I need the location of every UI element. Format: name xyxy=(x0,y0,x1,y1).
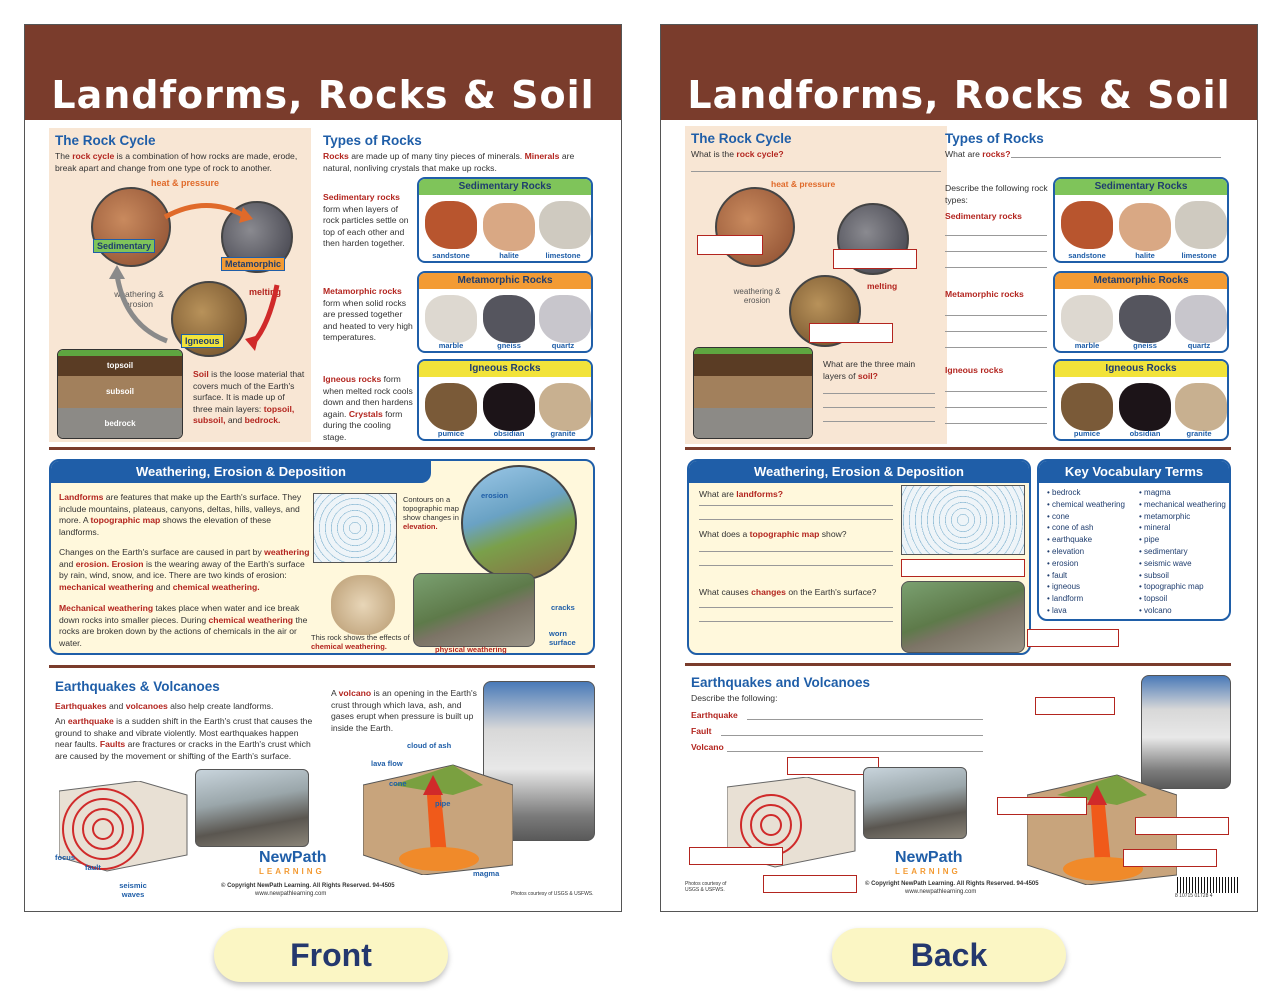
answer-line[interactable] xyxy=(691,171,941,172)
marble-label: marble xyxy=(438,341,464,350)
vocab-list-2: • magma • mechanical weathering • metamorphic • mineral • pipe • sedimentary • seismic wave • subsoil • topographic map • topsoil • volcano xyxy=(1139,488,1226,615)
answer-line[interactable] xyxy=(721,735,983,736)
types-heading-back: Types of Rocks xyxy=(945,131,1044,146)
answer-line[interactable] xyxy=(699,505,893,506)
rock-cycle-heading: The Rock Cycle xyxy=(55,133,156,148)
chemical-weathering-rock xyxy=(331,575,395,635)
barcode-number: 8 10715 01728 4 xyxy=(1175,893,1213,899)
answer-line[interactable] xyxy=(945,347,1047,348)
pumice-label: pumice xyxy=(437,429,465,438)
halite-image xyxy=(483,203,535,251)
metamorphic-box-title-back: Metamorphic Rocks xyxy=(1055,273,1227,289)
answer-line[interactable] xyxy=(699,519,893,520)
subsoil-label: subsoil xyxy=(58,376,182,408)
topographic-blank[interactable] xyxy=(901,559,1025,577)
granite-label-back: granite xyxy=(1186,429,1212,438)
quartz-label-back: quartz xyxy=(1187,341,1211,350)
section-divider xyxy=(49,447,595,450)
vocab-title: Key Vocabulary Terms xyxy=(1039,461,1229,483)
section-divider-back-2 xyxy=(685,663,1231,666)
fault-label: fault xyxy=(85,863,101,872)
chemical-weathering-caption: This rock shows the effects of chemical weathering. xyxy=(311,633,410,651)
answer-line[interactable] xyxy=(945,423,1047,424)
topsoil-label: topsoil xyxy=(58,356,182,376)
contours-caption: Contours on a topographic map show changes in elevation. xyxy=(403,495,459,531)
quakes-heading: Earthquakes & Volcanoes xyxy=(55,679,220,694)
answer-line[interactable] xyxy=(945,235,1047,236)
cracks-label: cracks xyxy=(551,603,575,612)
quartz-label: quartz xyxy=(551,341,575,350)
pumice-image xyxy=(425,383,477,431)
volcano-paragraph: A volcano is an opening in the Earth's crust through which lava, ash, and gases erupt when pressure is built up inside the Earth. xyxy=(331,688,477,733)
sandstone-image-back xyxy=(1061,201,1113,249)
heat-pressure-label: heat & pressure xyxy=(151,178,220,188)
answer-line[interactable] xyxy=(823,393,935,394)
vocab-list-1: • bedrock • chemical weathering • cone • cone of ash • earthquake • elevation • erosion • fault • igneous • landform • lava xyxy=(1047,488,1125,615)
landforms-question: What are landforms? xyxy=(699,489,784,499)
earthquake-term: Earthquake xyxy=(691,710,738,720)
melting-label: melting xyxy=(249,287,282,297)
blank-label[interactable] xyxy=(1035,697,1115,715)
weathering-paragraph-3: Mechanical weathering takes place when water and ice break down rocks into smaller pieces. During chemical weathering the rocks are broken down by the actions of chemicals in the air or water. xyxy=(59,603,308,648)
answer-line[interactable] xyxy=(699,607,893,608)
physical-weathering-label: physical weathering xyxy=(435,645,507,654)
obsidian-image-back xyxy=(1119,383,1171,431)
quakes-paragraph-2: An earthquake is a sudden shift in the Earth's crust that causes the ground to shake and vibrate violently. Most earthquakes happen near faults. Faults are fractures or cracks in the Earth's crust which are caused by the movement or shifting of the Earth's surface. xyxy=(55,716,313,761)
weathering-erosion-label: weathering & erosion xyxy=(114,289,164,309)
answer-line[interactable] xyxy=(945,315,1047,316)
answer-line[interactable] xyxy=(699,565,893,566)
copyright-text: © Copyright NewPath Learning. All Rights Reserved. 94-4505 xyxy=(221,883,395,889)
sedimentary-rocks-box xyxy=(417,177,593,263)
marble-image-back xyxy=(1061,295,1113,343)
focus-label: focus xyxy=(55,853,76,862)
marble-label-back: marble xyxy=(1074,341,1100,350)
front-poster xyxy=(24,24,622,912)
photo-credit-back: Photos courtesy of USGS & USFWS. xyxy=(685,881,727,893)
weathering-title-back: Weathering, Erosion & Deposition xyxy=(689,461,1029,483)
newpath-logo: NewPath LEARNING xyxy=(259,849,327,876)
rock-cycle-intro: The rock cycle is a combination of how rocks are made, erode, break apart and change from one type of rock to another. xyxy=(55,151,298,173)
types-intro: Rocks are made up of many tiny pieces of minerals. Minerals are natural, nonliving crystals that make up rocks. xyxy=(323,151,575,173)
metamorphic-blank[interactable] xyxy=(833,249,917,269)
poster-title-back: Landforms, Rocks & Soil xyxy=(687,73,1231,117)
gneiss-label: gneiss xyxy=(497,341,521,350)
pumice-label-back: pumice xyxy=(1073,429,1101,438)
blank-label[interactable] xyxy=(997,797,1087,815)
answer-line[interactable] xyxy=(945,331,1047,332)
physical-weathering-photo-back xyxy=(901,581,1025,653)
copyright-text-back: © Copyright NewPath Learning. All Rights Reserved. 94-4505 xyxy=(865,881,1039,887)
weathering-blank[interactable] xyxy=(1027,629,1119,647)
erosion-photo xyxy=(461,465,577,581)
weathering-paragraph-1: Landforms are features that make up the Earth's surface. They include mountains, plateaus, canyons, deltas, hills, valleys, and more. A topographic map shows the elevation of these landforms. xyxy=(59,492,302,537)
melting-label-back: melting xyxy=(867,281,898,291)
igneous-rocks-box xyxy=(417,359,593,441)
changes-question: What causes changes on the Earth's surface? xyxy=(699,587,877,597)
granite-label: granite xyxy=(550,429,576,438)
photo-credit: Photos courtesy of USGS & USFWS. xyxy=(511,891,594,897)
limestone-image xyxy=(539,201,591,249)
fault-diagram xyxy=(59,781,189,873)
topographic-question: What does a topographic map show? xyxy=(699,529,847,539)
answer-line[interactable] xyxy=(945,407,1047,408)
volcano-diagram xyxy=(363,755,513,875)
quakes-heading-back: Earthquakes and Volcanoes xyxy=(691,675,871,690)
topographic-map-image-back xyxy=(901,485,1025,555)
igneous-term-back: Igneous rocks xyxy=(945,365,1004,375)
halite-label: halite xyxy=(499,251,519,260)
gneiss-image xyxy=(483,295,535,343)
granite-image xyxy=(539,383,591,431)
metamorphic-rocks-box-back xyxy=(1053,271,1229,353)
rock-cycle-question: What is the rock cycle? xyxy=(691,149,784,159)
physical-weathering-photo xyxy=(413,573,535,647)
cone-label: cone xyxy=(389,779,407,788)
sandstone-label: sandstone xyxy=(432,251,470,260)
blank-label[interactable] xyxy=(1123,849,1217,867)
halite-label-back: halite xyxy=(1135,251,1155,260)
sedimentary-label: Sedimentary xyxy=(93,239,155,253)
granite-image-back xyxy=(1175,383,1227,431)
website-text-back: www.newpathlearning.com xyxy=(905,889,977,895)
heat-pressure-label-back: heat & pressure xyxy=(771,179,836,189)
weathering-erosion-label-back: weathering & erosion xyxy=(733,287,781,305)
answer-line[interactable] xyxy=(747,719,983,720)
pipe-label: pipe xyxy=(435,799,451,808)
limestone-label: limestone xyxy=(545,251,581,260)
sedimentary-rocks-box-back xyxy=(1053,177,1229,263)
gneiss-label-back: gneiss xyxy=(1133,341,1157,350)
barcode xyxy=(1177,877,1239,893)
title-banner xyxy=(25,25,621,120)
answer-line[interactable] xyxy=(945,251,1047,252)
obsidian-label: obsidian xyxy=(493,429,525,438)
metamorphic-rocks-box xyxy=(417,271,593,353)
answer-line[interactable] xyxy=(945,267,1047,268)
weathering-paragraph-2: Changes on the Earth's surface are caused in part by weathering and erosion. Erosion is the wearing away of the Earth's surface by rain, wind, snow, and ice. There are two kinds of erosion: mechanical weathering and chemical weathering. xyxy=(59,547,310,592)
blank-label[interactable] xyxy=(763,875,857,893)
back-poster xyxy=(660,24,1258,912)
cloud-ash-label: cloud of ash xyxy=(407,741,452,750)
igneous-blank[interactable] xyxy=(809,323,893,343)
sedimentary-description: Sedimentary rocks form when layers of rock particles settle on top of each other and then harden together. xyxy=(323,192,409,248)
sandstone-label-back: sandstone xyxy=(1068,251,1106,260)
igneous-box-title: Igneous Rocks xyxy=(419,361,591,377)
answer-line[interactable] xyxy=(699,621,893,622)
igneous-rocks-box-back xyxy=(1053,359,1229,441)
types-heading: Types of Rocks xyxy=(323,133,422,148)
igneous-label: Igneous xyxy=(181,334,224,348)
sedimentary-box-title-back: Sedimentary Rocks xyxy=(1055,179,1227,195)
answer-line[interactable] xyxy=(727,751,983,752)
types-question: What are rocks? xyxy=(945,149,1011,159)
answer-line[interactable] xyxy=(823,421,935,422)
earthquake-road-photo-back xyxy=(863,767,967,839)
answer-line[interactable] xyxy=(945,391,1047,392)
limestone-image-back xyxy=(1175,201,1227,249)
quakes-describe: Describe the following: xyxy=(691,693,778,703)
tab-front[interactable]: Front xyxy=(214,928,448,982)
volcano-term: Volcano xyxy=(691,742,724,752)
worn-surface-label: worn surface xyxy=(549,629,576,647)
answer-line[interactable] xyxy=(1011,157,1221,158)
metamorphic-term-back: Metamorphic rocks xyxy=(945,289,1024,299)
soil-question: What are the three main layers of soil? xyxy=(823,359,916,381)
website-text: www.newpathlearning.com xyxy=(255,891,327,897)
quartz-image xyxy=(539,295,591,343)
poster-title: Landforms, Rocks & Soil xyxy=(51,73,595,117)
sedimentary-rock-image-back xyxy=(715,187,795,267)
obsidian-image xyxy=(483,383,535,431)
blank-label[interactable] xyxy=(1135,817,1229,835)
newpath-logo-back: NewPath LEARNING xyxy=(895,849,963,876)
soil-text: Soil is the loose material that covers much of the Earth's surface. It is made up of three main layers: topsoil, subsoil, and bedrock. xyxy=(193,369,305,425)
limestone-label-back: limestone xyxy=(1181,251,1217,260)
sedimentary-blank[interactable] xyxy=(697,235,763,255)
metamorphic-description: Metamorphic rocks form when solid rocks are pressed together and heated to very high temperatures. xyxy=(323,286,413,342)
topographic-map-image xyxy=(313,493,397,563)
rock-cycle-heading-back: The Rock Cycle xyxy=(691,131,792,146)
obsidian-label-back: obsidian xyxy=(1129,429,1161,438)
answer-line[interactable] xyxy=(699,551,893,552)
erosion-photo-label: erosion xyxy=(481,491,509,500)
igneous-description: Igneous rocks form when melted rock cools down and then hardens again. Crystals form during the cooling stage. xyxy=(323,374,413,442)
blank-label[interactable] xyxy=(689,847,783,865)
weathering-title: Weathering, Erosion & Deposition xyxy=(51,461,431,483)
igneous-box-title-back: Igneous Rocks xyxy=(1055,361,1227,377)
section-divider-2 xyxy=(49,665,595,668)
answer-line[interactable] xyxy=(823,407,935,408)
sedimentary-term-back: Sedimentary rocks xyxy=(945,211,1022,221)
vocab-panel xyxy=(1037,459,1231,621)
section-divider-back xyxy=(685,447,1231,450)
describe-rock-types: Describe the following rock types: xyxy=(945,183,1048,205)
fault-term: Fault xyxy=(691,726,712,736)
marble-image xyxy=(425,295,477,343)
seismic-waves-label: seismic waves xyxy=(119,881,147,899)
gneiss-image-back xyxy=(1119,295,1171,343)
metamorphic-label: Metamorphic xyxy=(221,257,285,271)
rock-cycle-arrows xyxy=(55,175,305,375)
sandstone-image xyxy=(425,201,477,249)
earthquake-road-photo xyxy=(195,769,309,847)
soil-layers-diagram-back xyxy=(693,347,813,439)
quakes-paragraph-1: Earthquakes and volcanoes also help create landforms. xyxy=(55,701,274,711)
lava-flow-label: lava flow xyxy=(371,759,403,768)
quartz-image-back xyxy=(1175,295,1227,343)
halite-image-back xyxy=(1119,203,1171,251)
metamorphic-box-title: Metamorphic Rocks xyxy=(419,273,591,289)
tab-back[interactable]: Back xyxy=(832,928,1066,982)
magma-label: magma xyxy=(473,869,500,878)
bedrock-label: bedrock xyxy=(58,408,182,439)
soil-layers-diagram xyxy=(57,349,183,439)
sedimentary-box-title: Sedimentary Rocks xyxy=(419,179,591,195)
title-banner-back xyxy=(661,25,1257,120)
pumice-image-back xyxy=(1061,383,1113,431)
